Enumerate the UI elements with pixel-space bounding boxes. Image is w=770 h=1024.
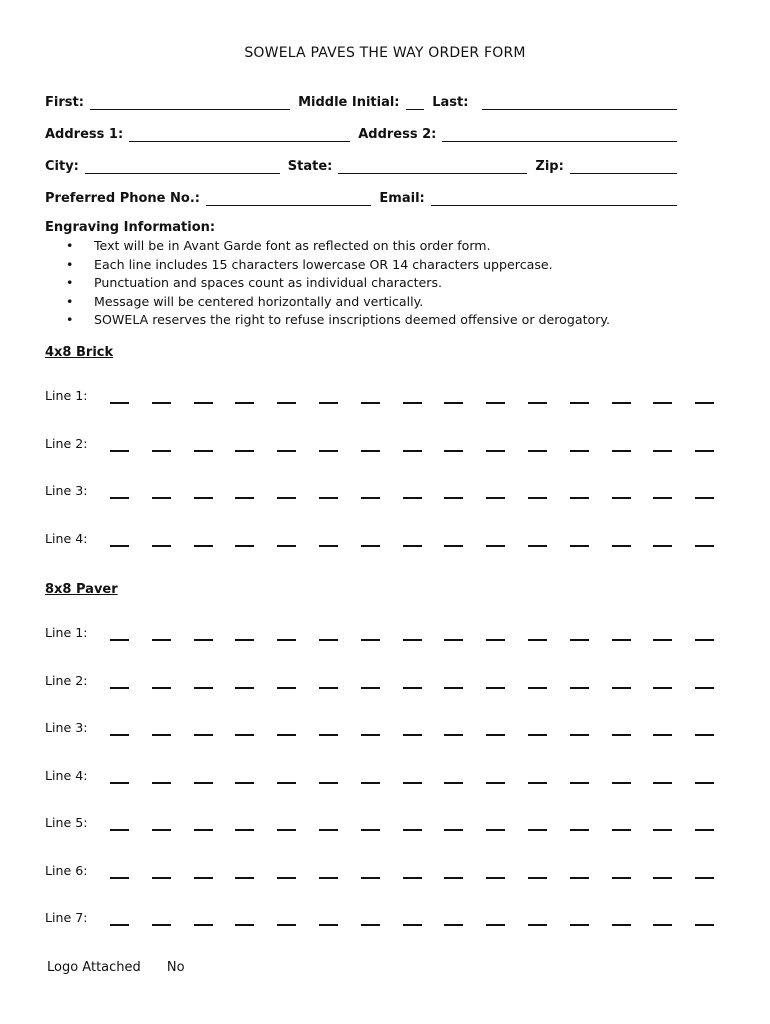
character-blank[interactable] [486, 545, 505, 547]
engraving-line-label: Line 4: [45, 530, 88, 546]
character-blank[interactable] [277, 687, 296, 689]
engraving-line-row [45, 671, 725, 695]
phone-label: Preferred Phone No.: [45, 191, 200, 206]
character-blank[interactable] [695, 877, 714, 879]
character-blank[interactable] [528, 924, 547, 926]
character-blank[interactable] [319, 829, 338, 831]
zip-field[interactable] [570, 159, 677, 174]
character-blank[interactable] [403, 402, 422, 404]
character-blank[interactable] [612, 545, 631, 547]
character-blank[interactable] [361, 924, 380, 926]
engraving-heading: Engraving Information: [45, 220, 216, 235]
character-blank[interactable] [152, 639, 171, 641]
character-blank[interactable] [361, 450, 380, 452]
engraving-line-label: Line 7: [45, 910, 88, 925]
character-blank[interactable] [152, 877, 171, 879]
character-blank[interactable] [486, 450, 505, 452]
character-blank[interactable] [570, 545, 589, 547]
character-blank[interactable] [235, 829, 254, 831]
character-blank[interactable] [653, 687, 672, 689]
character-blank[interactable] [319, 877, 338, 879]
character-blank[interactable] [235, 924, 254, 926]
bullet-item: • Each line includes 15 characters lowercase OR 14 characters uppercase. [62, 256, 610, 275]
logo-attached-value[interactable]: No [166, 960, 185, 975]
engraving-line-label: Line 3: [45, 720, 88, 735]
logo-attached-label: Logo Attached [47, 960, 141, 975]
bullet-item: • Text will be in Avant Garde font as reflected on this order form. [62, 237, 610, 256]
character-blank[interactable] [194, 877, 213, 879]
character-blank[interactable] [194, 734, 213, 736]
engraving-line-row [45, 623, 725, 647]
character-blank[interactable] [152, 687, 171, 689]
character-blank[interactable] [486, 734, 505, 736]
character-blank[interactable] [570, 782, 589, 784]
character-blank[interactable] [570, 734, 589, 736]
character-blank[interactable] [528, 450, 547, 452]
character-blank[interactable] [361, 545, 380, 547]
character-blank[interactable] [277, 782, 296, 784]
engraving-line-row [45, 861, 725, 885]
character-blank[interactable] [361, 639, 380, 641]
character-blank[interactable] [277, 450, 296, 452]
character-blank[interactable] [319, 450, 338, 452]
character-blank[interactable] [612, 734, 631, 736]
character-blank[interactable] [403, 734, 422, 736]
character-blank[interactable] [653, 450, 672, 452]
character-blank[interactable] [235, 639, 254, 641]
address-row [45, 122, 685, 142]
character-blank[interactable] [612, 924, 631, 926]
first-label: First: [45, 95, 84, 110]
character-blank[interactable] [110, 877, 129, 879]
character-blank[interactable] [486, 782, 505, 784]
character-blank[interactable] [277, 545, 296, 547]
character-blank[interactable] [194, 687, 213, 689]
character-blank[interactable] [444, 924, 463, 926]
character-blank[interactable] [486, 639, 505, 641]
character-blank[interactable] [277, 877, 296, 879]
character-blank[interactable] [486, 877, 505, 879]
middle-initial-field[interactable] [406, 95, 425, 110]
engraving-line-label: Line 1: [45, 625, 88, 640]
character-blank[interactable] [528, 877, 547, 879]
character-blank[interactable] [444, 497, 463, 499]
character-blank[interactable] [110, 639, 129, 641]
character-blank[interactable] [528, 545, 547, 547]
address1-field[interactable] [129, 127, 350, 142]
character-blank[interactable] [152, 545, 171, 547]
email-label: Email: [379, 191, 425, 206]
character-blank[interactable] [403, 877, 422, 879]
character-blank[interactable] [361, 782, 380, 784]
character-blank[interactable] [194, 497, 213, 499]
character-blank[interactable] [653, 877, 672, 879]
engraving-line-label: Line 3: [45, 483, 88, 498]
form-title: SOWELA PAVES THE WAY ORDER FORM [244, 45, 526, 61]
character-blank[interactable] [444, 402, 463, 404]
character-blank[interactable] [612, 450, 631, 452]
character-blank[interactable] [695, 402, 714, 404]
character-blank[interactable] [110, 734, 129, 736]
character-blank[interactable] [319, 497, 338, 499]
character-blank[interactable] [486, 829, 505, 831]
character-blank[interactable] [110, 782, 129, 784]
character-blank[interactable] [194, 639, 213, 641]
character-blank[interactable] [612, 687, 631, 689]
character-blank[interactable] [277, 829, 296, 831]
character-blank[interactable] [653, 497, 672, 499]
character-blank[interactable] [194, 829, 213, 831]
character-blank[interactable] [570, 497, 589, 499]
character-blank[interactable] [695, 639, 714, 641]
character-blank[interactable] [486, 497, 505, 499]
last-label: Last: [432, 95, 469, 110]
character-blank[interactable] [319, 782, 338, 784]
character-blank[interactable] [319, 402, 338, 404]
character-blank[interactable] [444, 877, 463, 879]
character-blank[interactable] [653, 545, 672, 547]
character-blank[interactable] [570, 829, 589, 831]
character-blank[interactable] [528, 497, 547, 499]
character-blank[interactable] [570, 687, 589, 689]
character-blank[interactable] [403, 687, 422, 689]
character-blank[interactable] [152, 924, 171, 926]
character-blank[interactable] [361, 734, 380, 736]
character-blank[interactable] [444, 545, 463, 547]
last-name-field[interactable] [482, 95, 677, 110]
character-blank[interactable] [361, 687, 380, 689]
character-blank[interactable] [235, 734, 254, 736]
character-blank[interactable] [110, 924, 129, 926]
character-blank[interactable] [695, 734, 714, 736]
character-blank[interactable] [653, 402, 672, 404]
address2-label: Address 2: [358, 127, 437, 142]
logo-attached-row [47, 960, 207, 975]
character-blank[interactable] [528, 639, 547, 641]
character-blank[interactable] [695, 782, 714, 784]
character-blank[interactable] [695, 497, 714, 499]
middle-initial-label: Middle Initial: [298, 95, 400, 110]
engraving-line-label: Line 1: [45, 388, 88, 403]
engraving-line-row [45, 529, 725, 553]
character-blank[interactable] [235, 687, 254, 689]
character-blank[interactable] [653, 829, 672, 831]
character-blank[interactable] [403, 639, 422, 641]
character-blank[interactable] [612, 877, 631, 879]
character-blank[interactable] [235, 497, 254, 499]
character-blank[interactable] [570, 402, 589, 404]
character-blank[interactable] [403, 829, 422, 831]
character-blank[interactable] [653, 734, 672, 736]
character-blank[interactable] [403, 450, 422, 452]
engraving-line-row [45, 386, 725, 410]
character-blank[interactable] [612, 497, 631, 499]
character-blank[interactable] [194, 545, 213, 547]
character-blank[interactable] [486, 687, 505, 689]
character-blank[interactable] [319, 924, 338, 926]
character-blank[interactable] [361, 497, 380, 499]
character-blank[interactable] [319, 545, 338, 547]
engraving-line-label: Line 4: [45, 767, 88, 783]
character-blank[interactable] [277, 639, 296, 641]
email-field[interactable] [431, 191, 677, 206]
character-blank[interactable] [235, 545, 254, 547]
character-blank[interactable] [695, 545, 714, 547]
character-blank[interactable] [403, 497, 422, 499]
character-blank[interactable] [361, 877, 380, 879]
character-blank[interactable] [695, 924, 714, 926]
engraving-line-row [45, 766, 725, 790]
character-blank[interactable] [528, 829, 547, 831]
character-blank[interactable] [277, 924, 296, 926]
engraving-bullet-list [62, 237, 610, 330]
character-blank[interactable] [152, 782, 171, 784]
city-row [45, 154, 685, 174]
character-blank[interactable] [444, 639, 463, 641]
character-blank[interactable] [110, 450, 129, 452]
character-blank[interactable] [235, 450, 254, 452]
name-row [45, 90, 685, 110]
brick-heading: 4x8 Brick [45, 345, 114, 360]
character-blank[interactable] [194, 450, 213, 452]
character-blank[interactable] [319, 734, 338, 736]
contact-row [45, 186, 685, 206]
character-blank[interactable] [277, 402, 296, 404]
character-blank[interactable] [152, 497, 171, 499]
city-label: City: [45, 159, 79, 174]
character-blank[interactable] [235, 402, 254, 404]
character-blank[interactable] [528, 402, 547, 404]
character-blank[interactable] [570, 639, 589, 641]
character-blank[interactable] [194, 402, 213, 404]
character-blank[interactable] [570, 924, 589, 926]
paver-heading: 8x8 Paver [45, 582, 118, 597]
character-blank[interactable] [277, 497, 296, 499]
character-blank[interactable] [110, 402, 129, 404]
bullet-item: • Punctuation and spaces count as individual characters. [62, 274, 610, 293]
character-blank[interactable] [528, 734, 547, 736]
character-blank[interactable] [695, 450, 714, 452]
character-blank[interactable] [570, 450, 589, 452]
bullet-item: • Message will be centered horizontally and vertically. [62, 293, 610, 312]
character-blank[interactable] [110, 497, 129, 499]
character-blank[interactable] [695, 687, 714, 689]
character-blank[interactable] [444, 734, 463, 736]
engraving-line-row [45, 908, 725, 932]
character-blank[interactable] [403, 545, 422, 547]
character-blank[interactable] [152, 402, 171, 404]
character-blank[interactable] [444, 687, 463, 689]
character-blank[interactable] [403, 924, 422, 926]
character-blank[interactable] [612, 829, 631, 831]
address2-field[interactable] [442, 127, 677, 142]
phone-field[interactable] [206, 191, 371, 206]
bullet-item: • SOWELA reserves the right to refuse inscriptions deemed offensive or derogatory. [62, 311, 610, 330]
character-blank[interactable] [152, 450, 171, 452]
character-blank[interactable] [486, 402, 505, 404]
character-blank[interactable] [444, 829, 463, 831]
character-blank[interactable] [110, 829, 129, 831]
character-blank[interactable] [653, 782, 672, 784]
character-blank[interactable] [194, 924, 213, 926]
character-blank[interactable] [612, 782, 631, 784]
state-label: State: [287, 159, 333, 174]
character-blank[interactable] [528, 782, 547, 784]
state-field[interactable] [338, 159, 527, 174]
character-blank[interactable] [361, 402, 380, 404]
character-blank[interactable] [319, 639, 338, 641]
engraving-line-row [45, 481, 725, 505]
character-blank[interactable] [653, 924, 672, 926]
character-blank[interactable] [152, 734, 171, 736]
first-name-field[interactable] [90, 95, 290, 110]
character-blank[interactable] [235, 782, 254, 784]
engraving-line-label: Line 2: [45, 435, 88, 451]
character-blank[interactable] [528, 687, 547, 689]
character-blank[interactable] [653, 639, 672, 641]
character-blank[interactable] [612, 402, 631, 404]
engraving-line-row [45, 434, 725, 458]
character-blank[interactable] [152, 829, 171, 831]
character-blank[interactable] [612, 639, 631, 641]
engraving-line-label: Line 6: [45, 862, 88, 878]
character-blank[interactable] [444, 782, 463, 784]
engraving-line-row [45, 718, 725, 742]
engraving-line-row [45, 813, 725, 837]
character-blank[interactable] [486, 924, 505, 926]
city-field[interactable] [85, 159, 280, 174]
character-blank[interactable] [110, 687, 129, 689]
character-blank[interactable] [194, 782, 213, 784]
engraving-line-label: Line 5: [45, 815, 88, 830]
engraving-line-label: Line 2: [45, 672, 88, 688]
character-blank[interactable] [695, 829, 714, 831]
character-blank[interactable] [235, 877, 254, 879]
character-blank[interactable] [444, 450, 463, 452]
zip-label: Zip: [535, 159, 564, 174]
character-blank[interactable] [361, 829, 380, 831]
character-blank[interactable] [110, 545, 129, 547]
address1-label: Address 1: [45, 127, 124, 142]
character-blank[interactable] [570, 877, 589, 879]
character-blank[interactable] [403, 782, 422, 784]
character-blank[interactable] [277, 734, 296, 736]
character-blank[interactable] [319, 687, 338, 689]
